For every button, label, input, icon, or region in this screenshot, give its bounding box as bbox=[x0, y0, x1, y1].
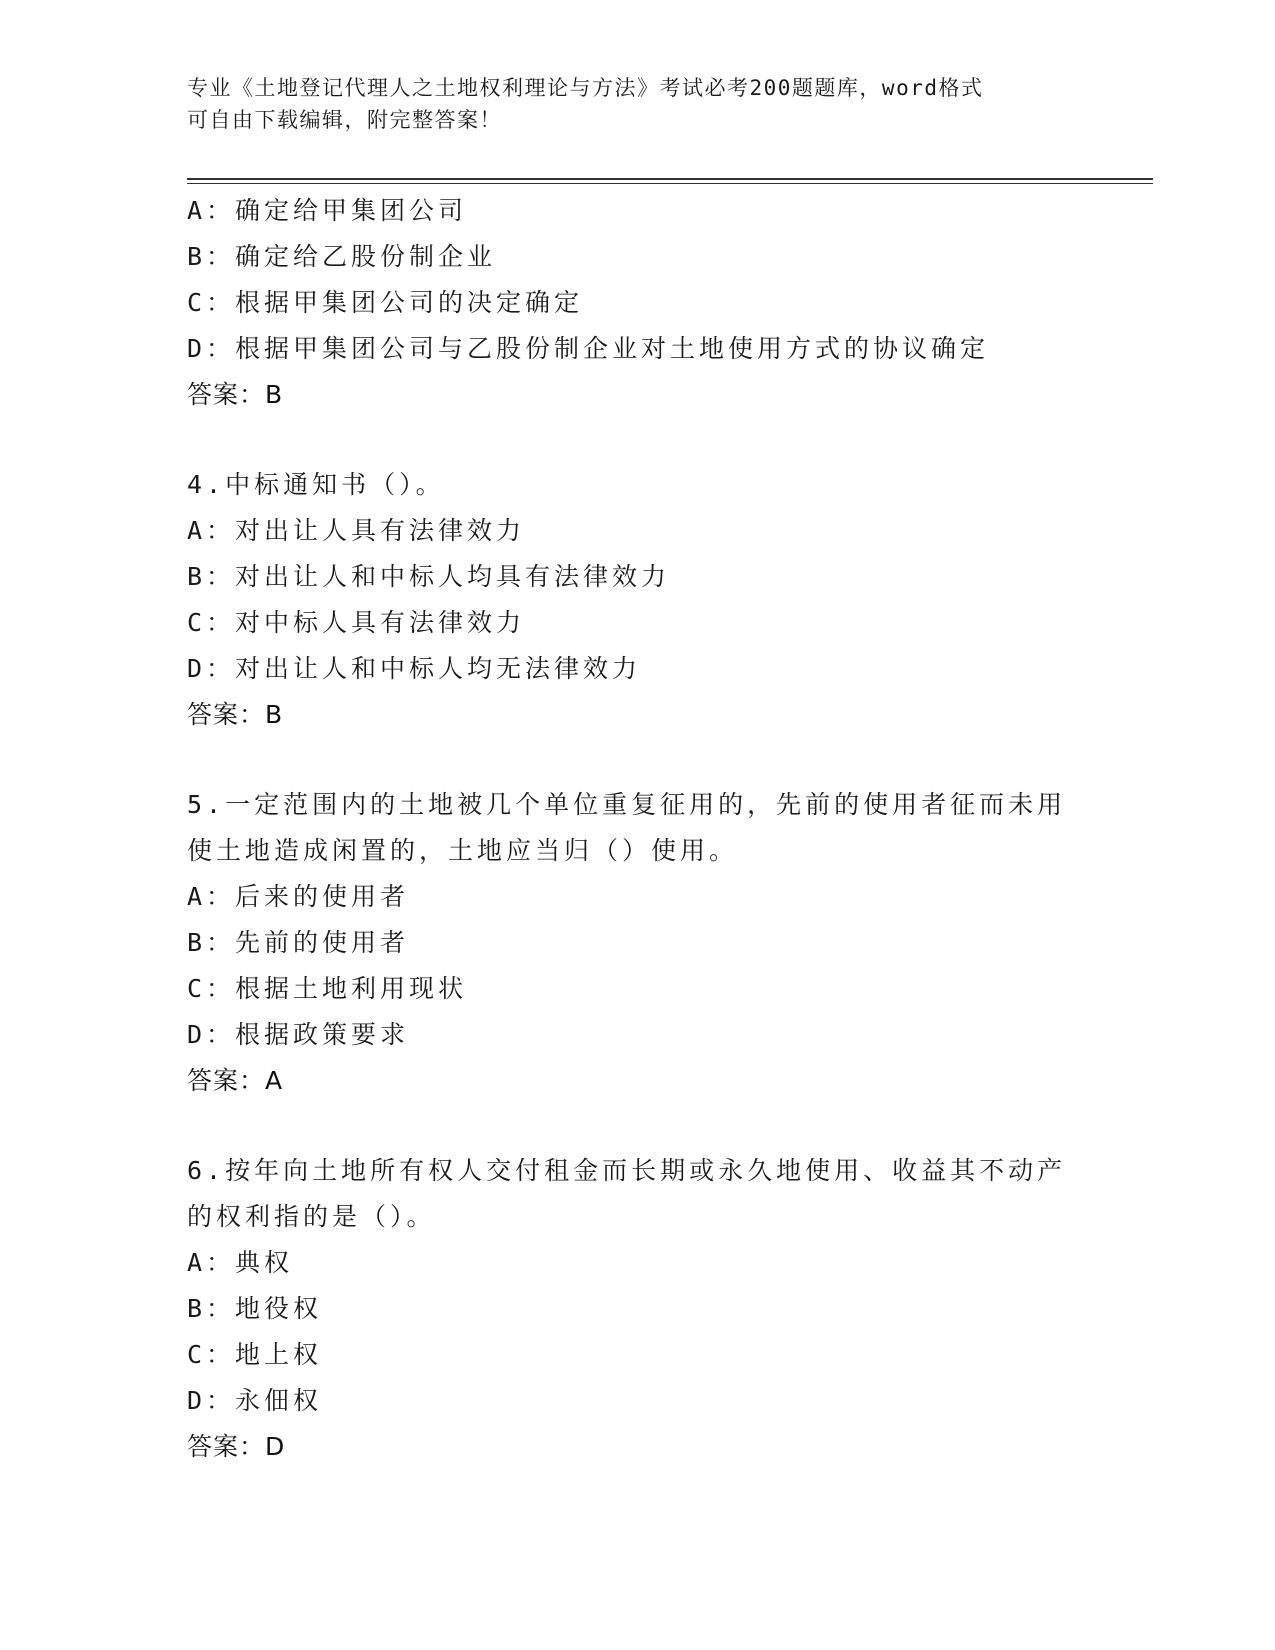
question-stem: 4.中标通知书（）。 bbox=[187, 470, 445, 499]
option-b: B：对出让人和中标人均具有法律效力 bbox=[187, 562, 671, 591]
option-c: C：地上权 bbox=[187, 1340, 323, 1369]
question-stem-line-2: 使土地造成闲置的，土地应当归（）使用。 bbox=[187, 836, 739, 865]
header-line-2: 可自由下载编辑，附完整答案！ bbox=[187, 108, 502, 132]
question-4 bbox=[187, 462, 1087, 738]
header-divider-thick bbox=[187, 178, 1153, 180]
option-d: D：根据政策要求 bbox=[187, 1020, 410, 1049]
option-d: D：永佃权 bbox=[187, 1386, 323, 1415]
document-header bbox=[187, 72, 1077, 136]
question-3 bbox=[187, 188, 1087, 418]
option-b: B：先前的使用者 bbox=[187, 928, 410, 957]
option-c: C：根据土地利用现状 bbox=[187, 974, 468, 1003]
option-d: D：对出让人和中标人均无法律效力 bbox=[187, 654, 642, 683]
question-6 bbox=[187, 1148, 1087, 1470]
option-c: C：根据甲集团公司的决定确定 bbox=[187, 288, 584, 317]
option-a: A：典权 bbox=[187, 1248, 294, 1277]
option-a: A：对出让人具有法律效力 bbox=[187, 516, 526, 545]
question-list bbox=[187, 188, 1087, 1470]
answer-line: 答案：D bbox=[187, 1432, 286, 1461]
option-a: A：后来的使用者 bbox=[187, 882, 410, 911]
question-stem-line-1: 5.一定范围内的土地被几个单位重复征用的，先前的使用者征而未用 bbox=[187, 790, 1067, 819]
answer-line: 答案：B bbox=[187, 700, 284, 729]
header-divider-thin bbox=[187, 183, 1153, 184]
question-stem-line-2: 的权利指的是（）。 bbox=[187, 1202, 436, 1231]
question-5 bbox=[187, 782, 1087, 1104]
question-stem-line-1: 6.按年向土地所有权人交付租金而长期或永久地使用、收益其不动产 bbox=[187, 1156, 1067, 1185]
option-c: C：对中标人具有法律效力 bbox=[187, 608, 526, 637]
option-b: B：地役权 bbox=[187, 1294, 323, 1323]
answer-line: 答案：A bbox=[187, 1066, 284, 1095]
answer-line: 答案：B bbox=[187, 380, 284, 409]
option-d: D：根据甲集团公司与乙股份制企业对土地使用方式的协议确定 bbox=[187, 334, 990, 363]
option-b: B：确定给乙股份制企业 bbox=[187, 242, 497, 271]
header-line-1: 专业《土地登记代理人之土地权利理论与方法》考试必考200题题库，word格式 bbox=[187, 76, 984, 100]
option-a: A：确定给甲集团公司 bbox=[187, 196, 468, 225]
